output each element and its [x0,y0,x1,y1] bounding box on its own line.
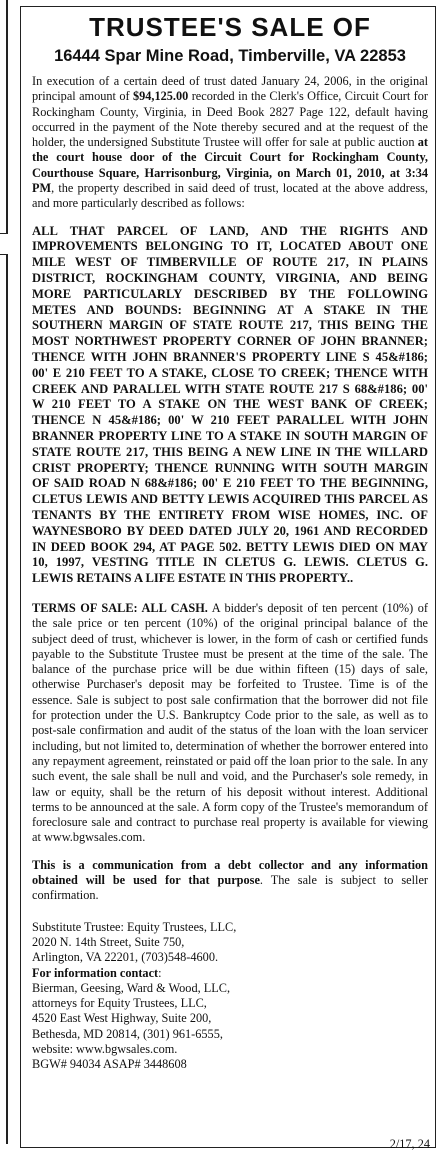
intro-part1: In execution of a certain deed of trust dated January 24, 2006, in the original principal amount of [32,74,428,104]
attorney-line-1: Bierman, Geesing, Ward & Wood, LLC, [32,980,231,995]
terms-heading: TERMS OF SALE: ALL CASH. [32,601,208,615]
debt-collector-bold: This is a communication from a debt collector and any information obtained will be used for that purpose [32,857,428,888]
trustee-line-3: Arlington, VA 22201, (703)548-4600. [32,950,219,965]
reference-numbers: BGW# 94034 ASAP# 3448608 [32,1057,187,1072]
trustee-line-1: Substitute Trustee: Equity Trustees, LLC, [32,919,237,934]
notice-title: TRUSTEE'S SALE OF [89,12,371,42]
attorney-line-3: 4520 East West Highway, Suite 200, [32,1011,212,1026]
adjacent-column-top-border [0,0,8,234]
website-line: website: www.bgwsales.com. [32,1042,178,1057]
adjacent-column-bottom-border [0,254,8,1144]
attorney-line-2: attorneys for Equity Trustees, LLC, [32,996,207,1011]
info-contact-colon: : [158,965,162,980]
trustee-line-2: 2020 N. 14th Street, Suite 750, [32,934,185,949]
terms-paragraph [32,601,428,846]
intro-part2: recorded in the Clerk's Office, Circuit Court for Rockingham County, Virginia, in Deed Book 2827 Page 122, default having occurred in the payment of the Note thereby secured and at the request of the holder, the undersigned Substitute Trustee will offer for sale at public auction [32,89,428,150]
property-address: 16444 Spar Mine Road, Timberville, VA 22853 [54,47,406,65]
info-contact-label: For information contact [32,965,159,980]
sale-location-date: at the court house door of the Circuit Court for Rockingham County, Courthouse Square, Harrisonburg, Virginia, on March 01, 2010, at 3:34 PM [32,135,428,196]
debt-collector-notice [32,858,428,904]
notice-content [32,12,428,1073]
contact-block [32,920,428,1073]
legal-description: ALL THAT PARCEL OF LAND, AND THE RIGHTS AND IMPROVEMENTS BELONGING TO IT, LOCATED ABOUT ONE MILE WEST OF TIMBERVILLE OF ROUTE 217, IN PLAINS DISTRICT, ROCKINGHAM COUNTY, VIRGINIA, AND BEING MORE PARTICULARLY DESCRIBED BY THE FOLLOWING METES AND BOUNDS: BEGINNING AT A STAKE IN THE SOUTHERN MARGIN OF STATE ROUTE 217, THIS BEING THE MOST NORTHWEST PROPERTY CORNER OF JOHN BRANNER; THENCE WITH JOHN BRANNER'S PROPERTY LINE S 45&#186; 00' E 210 FEET TO A STAKE, CLOSE TO CREEK; THENCE WITH CREEK AND PARALLEL WITH STATE ROUTE 217 S 68&#186; 00' W 210 FEET TO A STAKE ON THE WEST BANK OF CREEK; THENCE N 45&#186; 00' W 210 FEET PARALLEL WITH JOHN BRANNER PROPERTY LINE TO A STAKE IN SOUTH MARGIN OF STATE ROUTE 217, THIS BEING A NEW LINE IN THE WILLARD CRIST PROPERTY; THENCE RUNNING WITH SOUTH MARGIN OF SAID ROAD N 68&#186; 00' E 210 FEET TO THE BEGINNING, CLETUS LEWIS AND BETTY LEWIS ACQUIRED THIS PARCEL AS TENANTS BY THE ENTIRETY FROM WISE HOMES, INC. OF WAYNESBORO BY DEED DATED JULY 20, 1961 AND RECORDED IN DEED BOOK 294, AT PAGE 502. BETTY LEWIS DIED ON MAY 10, 1997, VESTING TITLE IN CLETUS G. LEWIS. CLETUS G. LEWIS RETAINS A LIFE ESTATE IN THIS PROPERTY.. [32,223,428,586]
principal-amount: $94,125.00 [132,89,189,104]
adjacent-column-edge [0,0,8,1160]
debt-collector-rest: . The sale is subject to seller confirmation. [32,873,428,903]
terms-body: A bidder's deposit of ten percent (10%) of the sale price or ten percent (10%) of the original principal balance of the subject deed of trust, whichever is lower, in the form of cash or certified funds payable to the Substitute Trustee must be present at the time of the sale. The balance of the purchase price will be due within fifteen (15) days of sale, otherwise Purchaser's deposit may be forfeited to Trustee. Time is of the essence. Sale is subject to post sale confirmation that the borrower did not file for protection under the U.S. Bankruptcy Code prior to the sale, as well as to post-sale confirmation and audit of the status of the loan with the loan servicer including, but not limited to, determination of whether the borrower entered into any repayment agreement, reinstated or paid off the loan prior to the sale. In any such event, the sale shall be null and void, and the Purchaser's sole remedy, in law or equity, shall be the return of his deposit without interest. Additional terms to be announced at the sale. A form copy of the Trustee's memorandum of foreclosure sale and contract to purchase real property is available for viewing at www.bgwsales.com. [32,601,428,845]
info-contact-heading [32,966,428,981]
intro-paragraph [32,74,428,212]
attorney-line-4: Bethesda, MD 20814, (301) 961-6555, [32,1026,223,1041]
run-dates: 2/17, 24 [389,1137,430,1151]
intro-part3: , the property described in said deed of trust, located at the above address, and more particularly described as follows: [32,181,428,211]
